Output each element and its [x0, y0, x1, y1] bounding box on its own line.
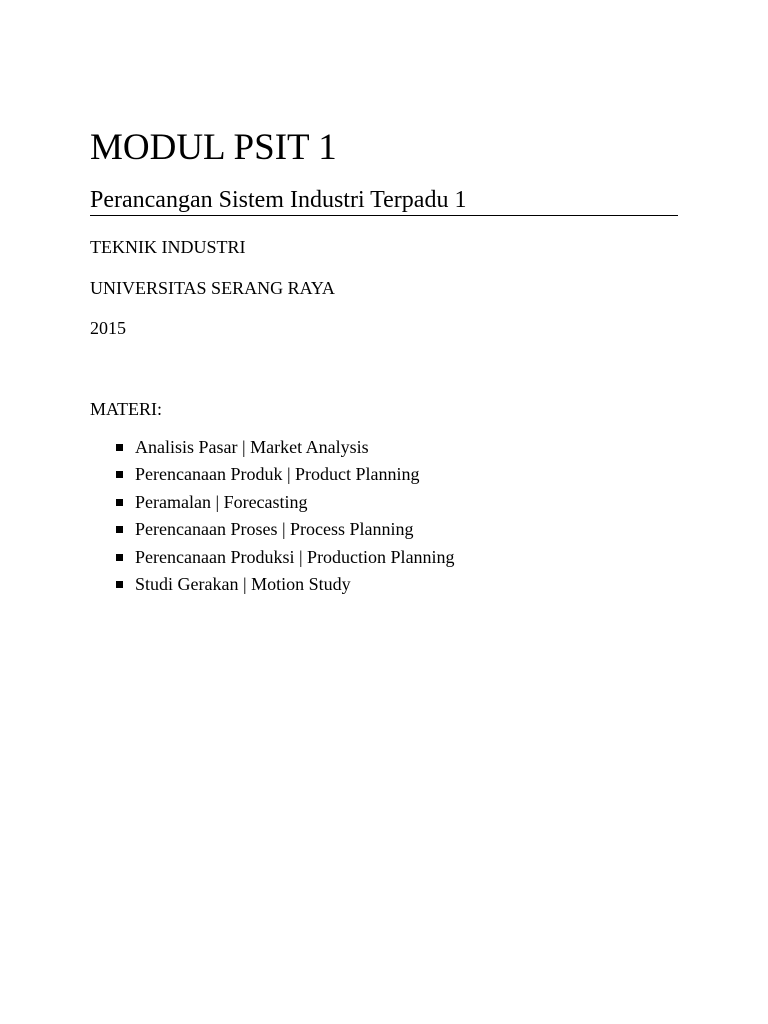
materi-item-label: Analisis Pasar | Market Analysis: [135, 437, 369, 457]
materi-item-label: Peramalan | Forecasting: [135, 491, 308, 512]
materi-item-label: Studi Gerakan | Motion Study: [135, 573, 351, 594]
subtitle-underline: [90, 215, 678, 216]
square-bullet-icon: [116, 444, 123, 451]
page-title: MODUL PSIT 1: [90, 127, 337, 168]
department-label: TEKNIK INDUSTRI: [90, 237, 246, 257]
materi-heading: MATERI:: [90, 399, 162, 419]
square-bullet-icon: [116, 499, 123, 506]
square-bullet-icon: [116, 581, 123, 588]
square-bullet-icon: [116, 471, 123, 478]
page-subtitle: Perancangan Sistem Industri Terpadu 1: [90, 187, 467, 213]
materi-item-label: Perencanaan Produk | Product Planning: [135, 464, 420, 485]
materi-item-label: Perencanaan Produksi | Production Planning: [135, 546, 455, 567]
university-label: UNIVERSITAS SERANG RAYA: [90, 278, 335, 298]
year-label: 2015: [90, 318, 126, 338]
square-bullet-icon: [116, 554, 123, 561]
square-bullet-icon: [116, 526, 123, 533]
materi-item-label: Perencanaan Proses | Process Planning: [135, 519, 414, 540]
